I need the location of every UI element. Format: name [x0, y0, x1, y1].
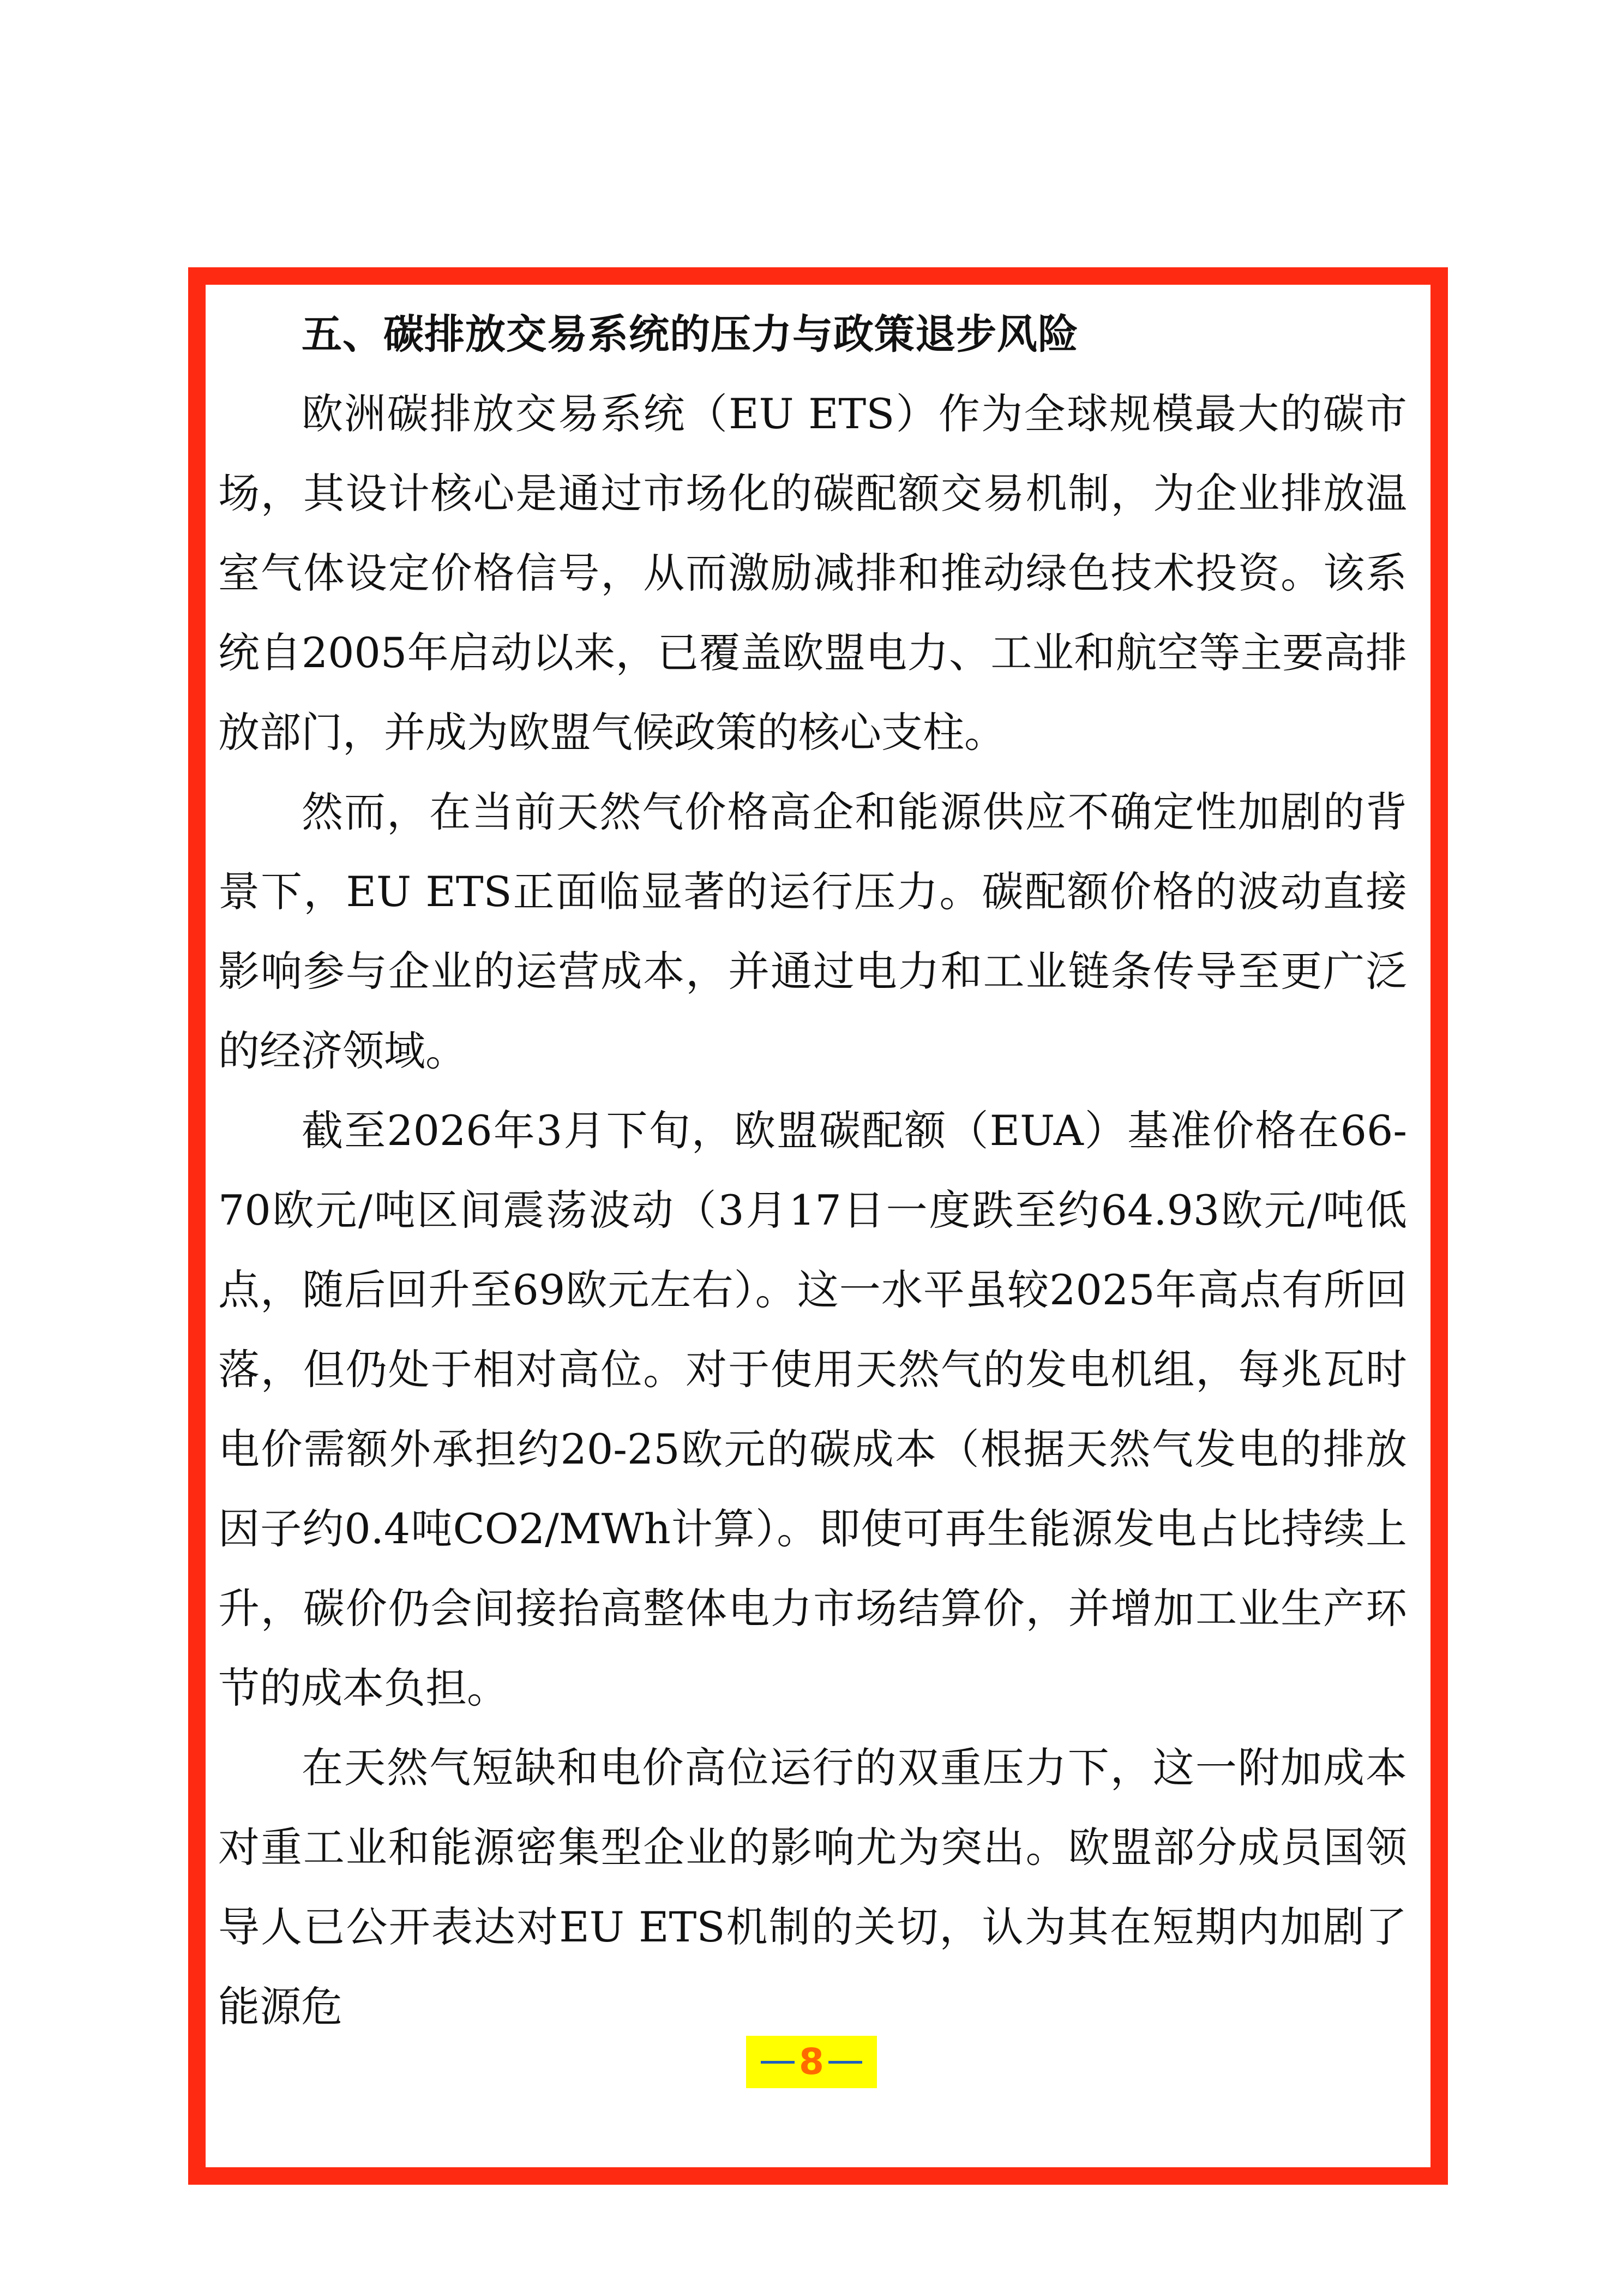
- paragraph-1: 欧洲碳排放交易系统（EU ETS）作为全球规模最大的碳市场，其设计核心是通过市场化的碳配额交易机制，为企业排放温室气体设定价格信号，从而激励减排和推动绿色技术投资。该系统自2005年启动以来，已覆盖欧盟电力、工业和航空等主要高排放部门，并成为欧盟气候政策的核心支柱。: [218, 389, 1407, 757]
- document-body: [218, 295, 1407, 2047]
- page-number-right-dash: [828, 2061, 862, 2064]
- paragraph-2: 然而，在当前天然气价格高企和能源供应不确定性加剧的背景下，EU ETS正面临显著的运行压力。碳配额价格的波动直接影响参与企业的运营成本，并通过电力和工业链条传导至更广泛的经济领域。: [218, 788, 1407, 1075]
- section-heading: 五、碳排放交易系统的压力与政策退步风险: [302, 311, 1079, 358]
- page-number: [746, 2036, 877, 2088]
- paragraph-4: 在天然气短缺和电价高位运行的双重压力下，这一附加成本对重工业和能源密集型企业的影响尤为突出。欧盟部分成员国领导人已公开表达对EU ETS机制的关切，认为其在短期内加剧了能源危: [218, 1743, 1407, 2031]
- page-number-left-dash: [761, 2061, 795, 2064]
- paragraph-3: 截至2026年3月下旬，欧盟碳配额（EUA）基准价格在66-70欧元/吨区间震荡波动（3月17日一度跌至约64.93欧元/吨低点，随后回升至69欧元左右）。这一水平虽较2025年高点有所回落，但仍处于相对高位。对于使用天然气的发电机组，每兆瓦时电价需额外承担约20-25欧元的碳成本（根据天然气发电的排放因子约0.4吨CO2/MWh计算）。即使可再生能源发电占比持续上升，碳价仍会间接抬高整体电力市场结算价，并增加工业生产环节的成本负担。: [218, 1106, 1407, 1712]
- page-number-value: 8: [799, 2041, 824, 2083]
